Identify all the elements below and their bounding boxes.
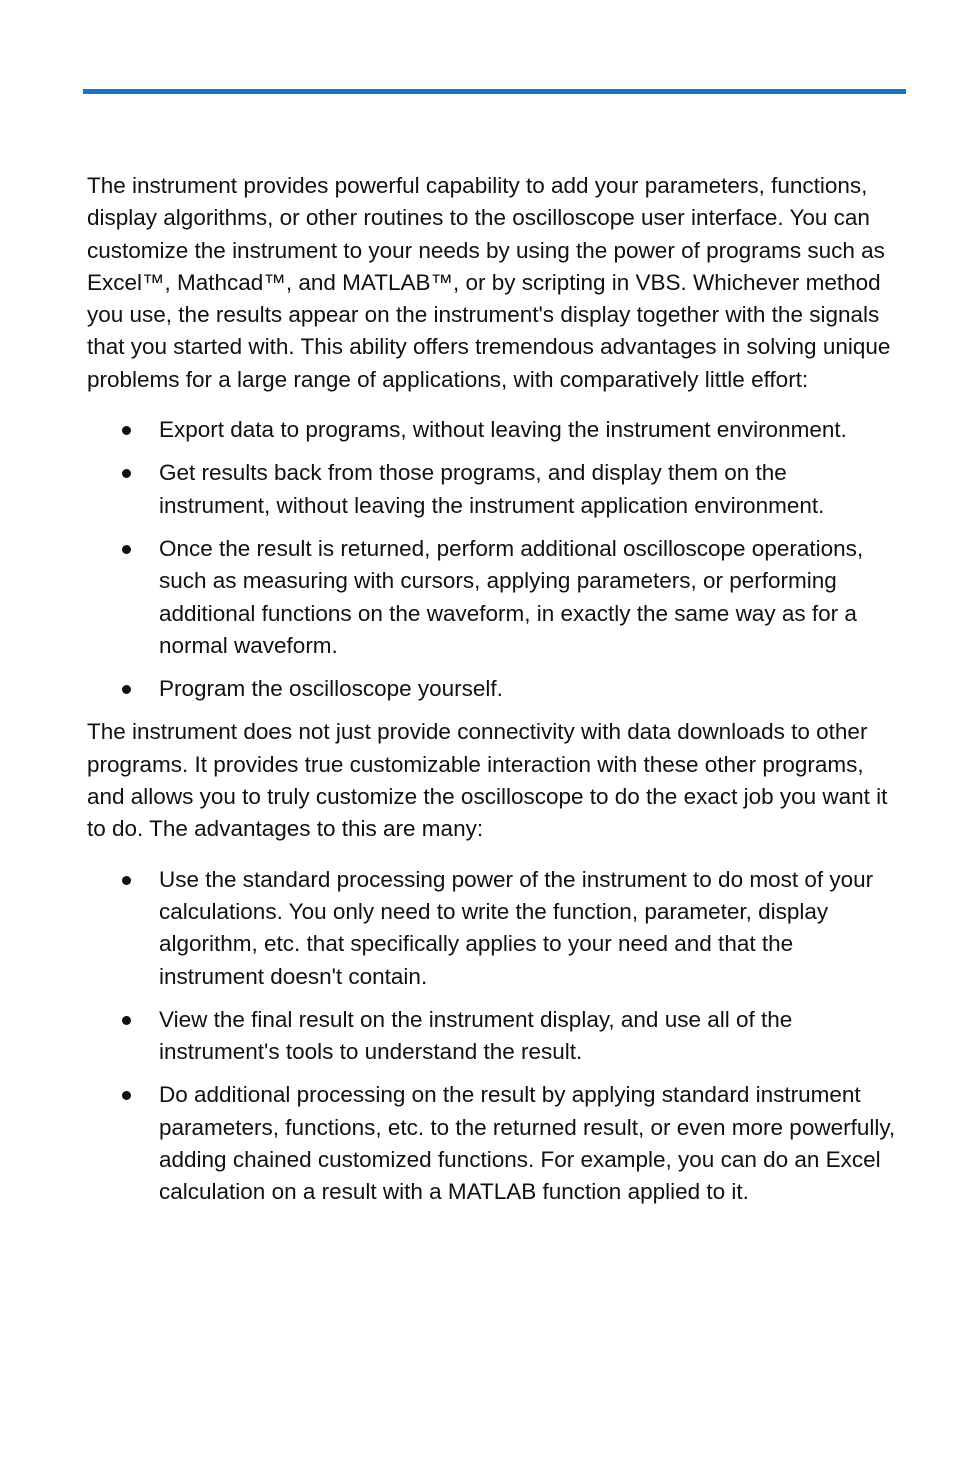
bullet-icon: [122, 685, 131, 694]
list-item-text: Once the result is returned, perform additional oscilloscope operations, such as measuring with cursors, applying parameters, or performing additional functions on the waveform, in exactly the same way as for a normal waveform.: [159, 535, 864, 658]
list-item-text: Export data to programs, without leaving the instrument environment.: [159, 417, 847, 443]
advantages-paragraph: The instrument does not just provide connectivity with data downloads to other programs. It provides true customizable interaction with these other programs, and allows you to truly customize the oscilloscope to do the exact job you want it to do. The advantages to this are many:: [87, 719, 888, 842]
list-item: [87, 673, 902, 705]
list-item: [87, 864, 902, 993]
header-rule: [83, 89, 906, 94]
list-item: [87, 457, 902, 522]
bullet-icon: [122, 1016, 131, 1025]
list-item: [87, 414, 902, 446]
list-item-text: Program the oscilloscope yourself.: [159, 676, 503, 702]
bullet-icon: [122, 469, 131, 478]
capabilities-list: [87, 414, 902, 705]
list-item-text: View the final result on the instrument display, and use all of the instrument's tools to understand the result.: [159, 1006, 793, 1065]
bullet-icon: [122, 426, 131, 435]
bullet-icon: [122, 545, 131, 554]
list-item-text: Get results back from those programs, and display them on the instrument, without leaving the instrument application environment.: [159, 460, 825, 518]
list-item: [87, 533, 902, 662]
list-item-text: Do additional processing on the result by applying standard instrument parameters, functions, etc. to the returned result, or even more powerfully, adding chained customized functions. For example, you can do an Excel calculation on a result with a MATLAB function applied to it.: [159, 1082, 896, 1205]
list-item: [87, 1004, 902, 1069]
document-body: [87, 170, 902, 1220]
list-item: [87, 1079, 902, 1208]
list-item-text: Use the standard processing power of the instrument to do most of your calculations. You only need to write the function, parameter, display algorithm, etc. that specifically applies to your need and that the instrument doesn't contain.: [159, 866, 874, 989]
intro-paragraph: The instrument provides powerful capability to add your parameters, functions, display algorithms, or other routines to the oscilloscope user interface. You can customize the instrument to your needs by using the power of programs such as Excel™, Mathcad™, and MATLAB™, or by scripting in VBS. Whichever method you use, the results appear on the instrument's display together with the signals that you started with. This ability offers tremendous advantages in solving unique problems for a large range of applications, with comparatively little effort:: [87, 173, 891, 392]
advantages-list: [87, 864, 902, 1209]
bullet-icon: [122, 1091, 131, 1100]
bullet-icon: [122, 876, 131, 885]
